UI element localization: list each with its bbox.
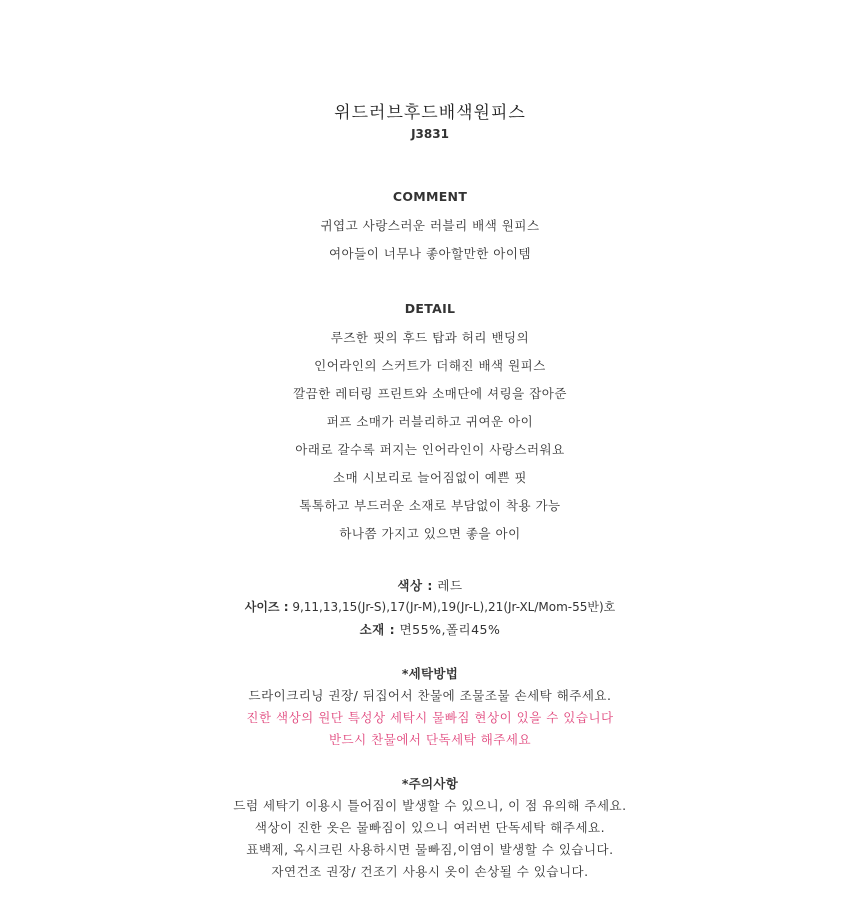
detail-line: 소매 시보리로 늘어짐없이 예쁜 핏 <box>333 470 527 485</box>
detail-line: 퍼프 소매가 러블리하고 귀여운 아이 <box>326 414 534 429</box>
washing-warning: 진한 색상의 원단 특성상 세탁시 물빠짐 현상이 있을 수 있습니다 <box>246 710 614 725</box>
detail-line: 루즈한 핏의 후드 탑과 허리 밴딩의 <box>330 330 530 345</box>
spec-size <box>0 598 860 615</box>
detail-line: 인어라인의 스커트가 더해진 배색 원피스 <box>314 358 546 373</box>
comment-heading: COMMENT <box>392 189 468 204</box>
spec-color-value: 레드 <box>437 578 463 593</box>
detail-line: 깔끔한 레터링 프린트와 소매단에 셔링을 잡아준 <box>293 386 567 401</box>
caution-heading: *주의사항 <box>401 776 459 791</box>
spec-size-label: 사이즈 : <box>244 600 289 614</box>
spec-size-value: 9,11,13,15(Jr-S),17(Jr-M),19(Jr-L),21(Jr-XL/Mom-55반)호 <box>292 600 616 614</box>
washing-warning: 반드시 찬물에서 단독세탁 해주세요 <box>328 732 532 747</box>
caution-line: 표백제, 옥시크린 사용하시면 물빠짐,이염이 발생할 수 있습니다. <box>246 842 614 857</box>
comment-line: 여아들이 너무나 좋아할만한 아이템 <box>328 246 532 261</box>
detail-line: 톡톡하고 부드러운 소재로 부담없이 착용 가능 <box>299 498 561 513</box>
spec-material-label: 소재 : <box>359 622 396 637</box>
caution-line: 드럼 세탁기 이용시 틀어짐이 발생할 수 있으니, 이 점 유의해 주세요. <box>233 798 627 813</box>
detail-line: 하나쯤 가지고 있으면 좋을 아이 <box>339 526 521 541</box>
caution-line: 자연건조 권장/ 건조기 사용시 옷이 손상될 수 있습니다. <box>271 864 589 879</box>
product-name: 위드러브후드배색원피스 <box>334 103 526 123</box>
washing-heading: *세탁방법 <box>401 666 459 681</box>
product-code: J3831 <box>411 127 449 141</box>
caution-line: 색상이 진한 옷은 물빠짐이 있으니 여러번 단독세탁 해주세요. <box>254 820 606 835</box>
spec-material-value: 면55%,폴리45% <box>399 622 501 637</box>
comment-line: 귀엽고 사랑스러운 러블리 배색 원피스 <box>320 218 540 233</box>
detail-line: 아래로 갈수록 퍼지는 인어라인이 사랑스러워요 <box>295 442 565 457</box>
washing-line: 드라이크리닝 권장/ 뒤집어서 찬물에 조물조물 손세탁 해주세요. <box>248 688 612 703</box>
detail-heading: DETAIL <box>404 301 456 316</box>
spec-color <box>0 576 860 594</box>
spec-material <box>0 620 860 638</box>
spec-color-label: 색상 : <box>397 578 433 593</box>
